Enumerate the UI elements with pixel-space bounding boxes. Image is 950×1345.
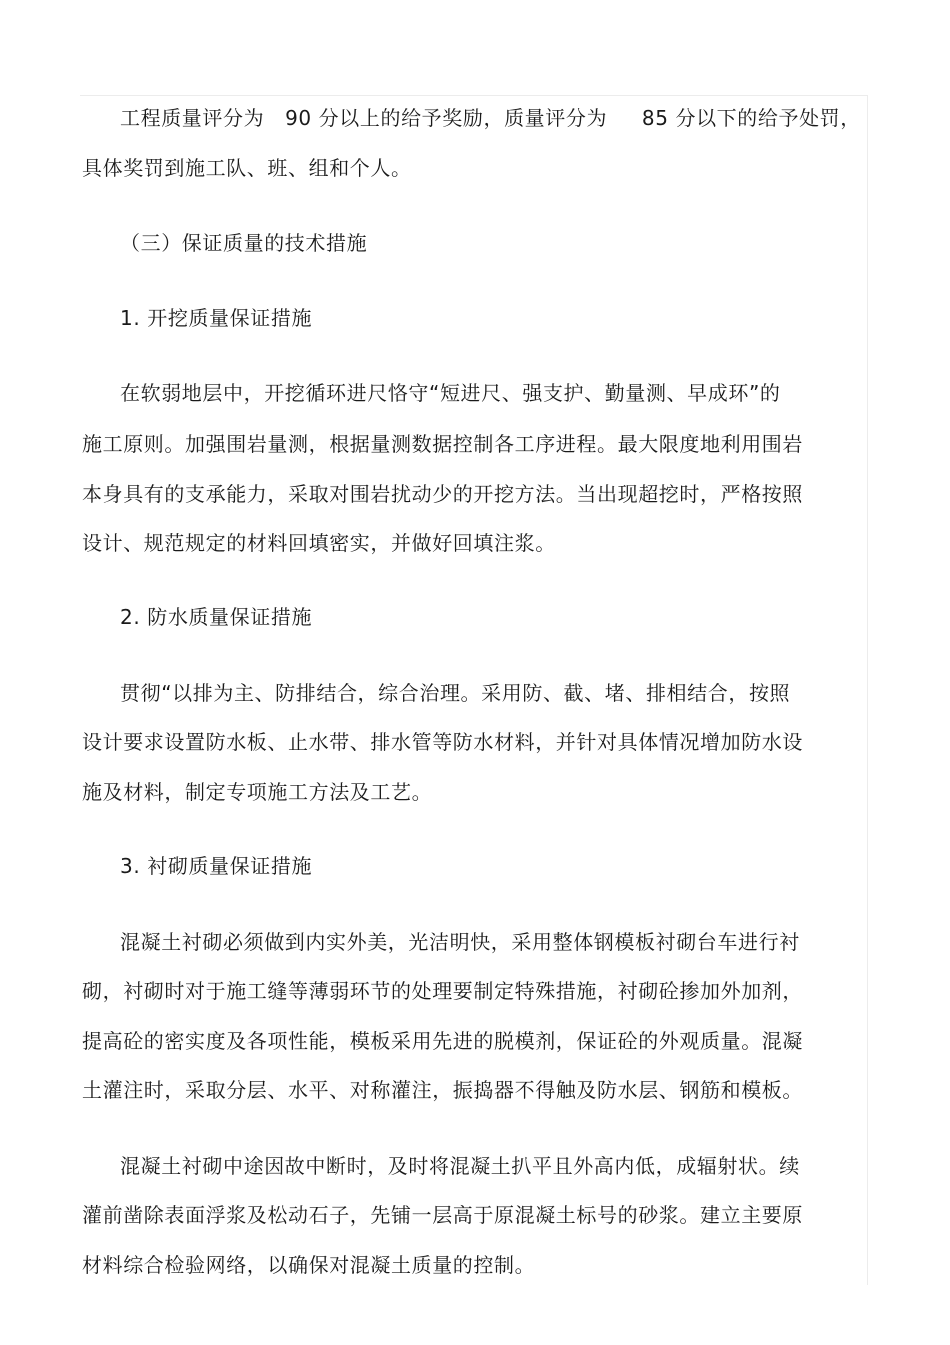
paragraph-line: 设计要求设置防水板、止水带、排水管等防水材料，并针对具体情况增加防水设 [82,730,803,754]
paragraph-line: 设计、规范规定的材料回填密实，并做好回填注浆。 [82,531,556,555]
paragraph-line: 本身具有的支承能力，采取对围岩扰动少的开挖方法。当出现超挖时，严格按照 [82,482,803,506]
paragraph-line: 混凝土衬砌中途因故中断时，及时将混凝土扒平且外高内低，成辐射状。续 [120,1154,800,1178]
section-heading: （三）保证质量的技术措施 [120,231,368,255]
paragraph-line: 材料综合检验网络，以确保对混凝土质量的控制。 [82,1253,536,1277]
paragraph-line: 提高砼的密实度及各项性能，模板采用先进的脱模剂，保证砼的外观质量。混凝 [82,1029,803,1053]
subsection-heading: 3. 衬砌质量保证措施 [120,854,313,878]
paragraph-line: 贯彻“以排为主、防排结合，综合治理。采用防、截、堵、排相结合，按照 [120,681,791,705]
paragraph-line: 具体奖罚到施工队、班、组和个人。 [82,156,412,180]
paragraph-line: 土灌注时，采取分层、水平、对称灌注，振捣器不得触及防水层、钢筋和模板。 [82,1078,803,1102]
paragraph-line: 混凝土衬砌必须做到内实外美，光洁明快，采用整体钢模板衬砌台车进行衬 [120,930,800,954]
paragraph-line: 砌，衬砌时对于施工缝等薄弱环节的处理要制定特殊措施，衬砌砼掺加外加剂， [82,979,803,1003]
paragraph-line: 工程质量评分为 90 分以上的给予奖励，质量评分为 85 分以下的给予处罚， [120,106,861,130]
paragraph-line: 灌前凿除表面浮浆及松动石子，先铺一层高于原混凝土标号的砂浆。建立主要原 [82,1203,803,1227]
paragraph-line: 施工原则。加强围岩量测，根据量测数据控制各工序进程。最大限度地利用围岩 [82,432,803,456]
paragraph-line: 在软弱地层中，开挖循环进尺恪守“短进尺、强支护、勤量测、早成环”的 [120,381,781,405]
subsection-heading: 1. 开挖质量保证措施 [120,306,313,330]
paragraph-line: 施及材料，制定专项施工方法及工艺。 [82,780,433,804]
subsection-heading: 2. 防水质量保证措施 [120,605,313,629]
